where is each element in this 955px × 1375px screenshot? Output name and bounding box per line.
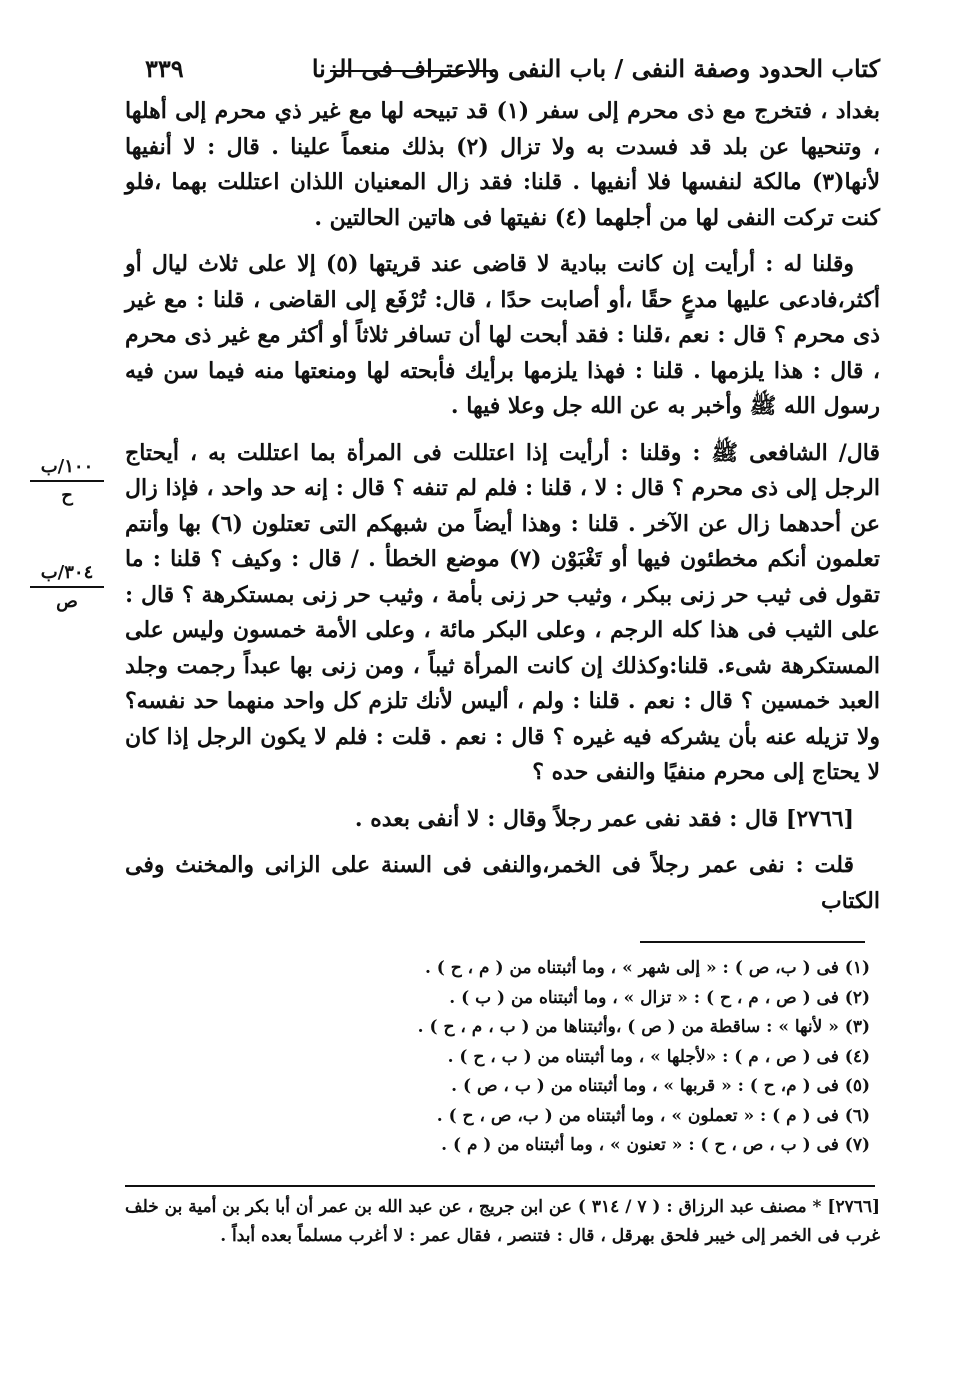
footnote: (١) فى ( ب، ص ) : « إلى شهر » ، وما أثبتناه من ( م ، ح ) . <box>424 958 870 978</box>
paragraph: بغداد ، فتخرج مع ذى محرم إلى سفر (١) قد تبيحه لها مع غير ذي محرم إلى أهلها ، وتنحيها عن بلد قد فسدت به ولا تزال (٢) بذلك منعماً علينا . قال : لا أنفيها لأنها(٣) مالكة لنفسها فلا أنفيها . قلنا: فقد زال المعنيان اللذان اعتللت بهما ،فلو كنت تركت النفى لها من أجلهما (٤) نفيتها فى هاتين الحالتين . <box>125 98 880 231</box>
margin-note-folio: ١٠٠/ب <box>40 456 94 477</box>
footnote: (٦) فى ( م ) : « تعملون » ، وما أثبتناه من ( ب، ص ، ح ) . <box>436 1105 870 1126</box>
header-title: كتاب الحدود وصفة النفى / باب النفى والاعتراف فى الزنا <box>311 54 880 83</box>
paragraph-hadith-2766: [٢٧٦٦] قال : فقد نفى عمر رجلاً وقال : لا أنفى بعده . <box>354 805 854 832</box>
running-header <box>130 48 880 88</box>
page-number: ٣٣٩ <box>145 54 184 83</box>
margin-note-siglum: ح <box>61 485 73 506</box>
source-separator <box>125 1185 875 1187</box>
margin-note-rule <box>30 586 104 588</box>
footnotes <box>300 954 870 1161</box>
footnote: (٣) « لأنها » : ساقطة من ( ص ) ،وأثبتناها من ( ب ، م ، ح ) . <box>417 1017 870 1037</box>
margin-note-manuscript-s <box>22 562 112 612</box>
footnote-separator <box>640 941 865 943</box>
footnote: (٧) فى ( ب ، ص ، ح ) : « تعنون » ، وما أثبتناه من ( م ) . <box>441 1135 870 1155</box>
footnote: (٥) فى ( م، ح ) : « قربها » ، وما أثبتناه من ( ب ، ص ) . <box>451 1076 870 1096</box>
header-rule <box>330 70 495 72</box>
margin-note-siglum: ص <box>56 591 78 612</box>
paragraph: قال/ الشافعى ﷺ : وقلنا : أرأيت إذا اعتللت فى المرأة بما اعتللت به ، أيحتاج الرجل إلى ذى محرم ؟ قال : لا ، قلنا : فلم لم تنفه ؟ قال : إنه حد واحد ، فإذا زال عن أحدهما زال عن الآخر . قلنا : وهذا أيضاً من شبهكم التى تعتلون (٦) بها وأنتم تعلمون أنكم مخطئون فيها أو تَغْبَوْن (٧) موضع الخطأ . / قال : وكيف ؟ قلنا : ما تقول فى ثيب حر زنى ببكر ، وثيب حر زنى بأمة ، وثيب حر زنى بمستكرهة ؟ قال : على الثيب فى هذا كله الرجم ، وعلى البكر مائة ، وعلى الأمة خمسون وليس على المستكرهة شىء. قلنا:وكذلك إن كانت المرأة ثيباً ، ومن زنى بها عبداً رجمت وجلد العبد خمسين ؟ قال : نعم . قلنا : ولم ، أليس لأنك تلزم كل واحد منهما حد نفسه؟ ولا تزيله عنه بأن يشركه فيه غيره ؟ قال : نعم . قلت : فلم لا يكون الرجل إذا كان لا يحتاج إلى محرم منفيًا والنفى حده ؟ <box>125 439 880 785</box>
paragraph: وقلنا له : أرأيت إن كانت ببادية لا قاضى عند قريتها (٥) إلا على ثلاث ليال أو أكثر،فادعى عليها مدعٍ حقًا ،أو أصابت حدًا ، قال: تُرْفَع إلى القاضى ، قلنا : مع غير ذى محرم ؟ قال : نعم ،قلنا : فقد أبحت لها أن تسافر ثلاثاً أو أكثر مع غير ذى محرم ، قال : هذا يلزمها . قلنا : فهذا يلزمها برأيك فأبحته لها ومنعتها منه فيما سن فيه رسول الله ﷺ وأخبر به عن الله جل وعلا فيها . <box>125 251 880 419</box>
paragraph: قلت : نفى عمر رجلاً فى الخمر،والنفى فى السنة على الزانى والمخنث وفى الكتاب <box>125 852 880 914</box>
margin-note-rule <box>30 480 104 482</box>
footnote: (٤) فى ( ص ، م ) : «لأجلها » ، وما أثبتناه من ( ب ، ح ) . <box>447 1046 870 1067</box>
main-text <box>125 94 880 930</box>
footnote: (٢) فى ( ص ، م ، ح ) : « تزال » ، وما أثبتناه من ( ب ) . <box>449 987 870 1008</box>
margin-note-manuscript-h <box>22 456 112 506</box>
margin-note-folio: ٣٠٤/ب <box>40 562 94 583</box>
source-note: [٢٧٦٦] * مصنف عبد الرزاق : ( ٧ / ٣١٤ ) عن ابن جريج ، عن عبد الله بن عمر أن أبا بكر بن أمية بن خلف غرب فى الخمر إلى خيبر فلحق بهرقل ، قال : فتنصر ، فقال عمر : لا أغرب مسلماً بعده أبداً . <box>125 1197 881 1246</box>
